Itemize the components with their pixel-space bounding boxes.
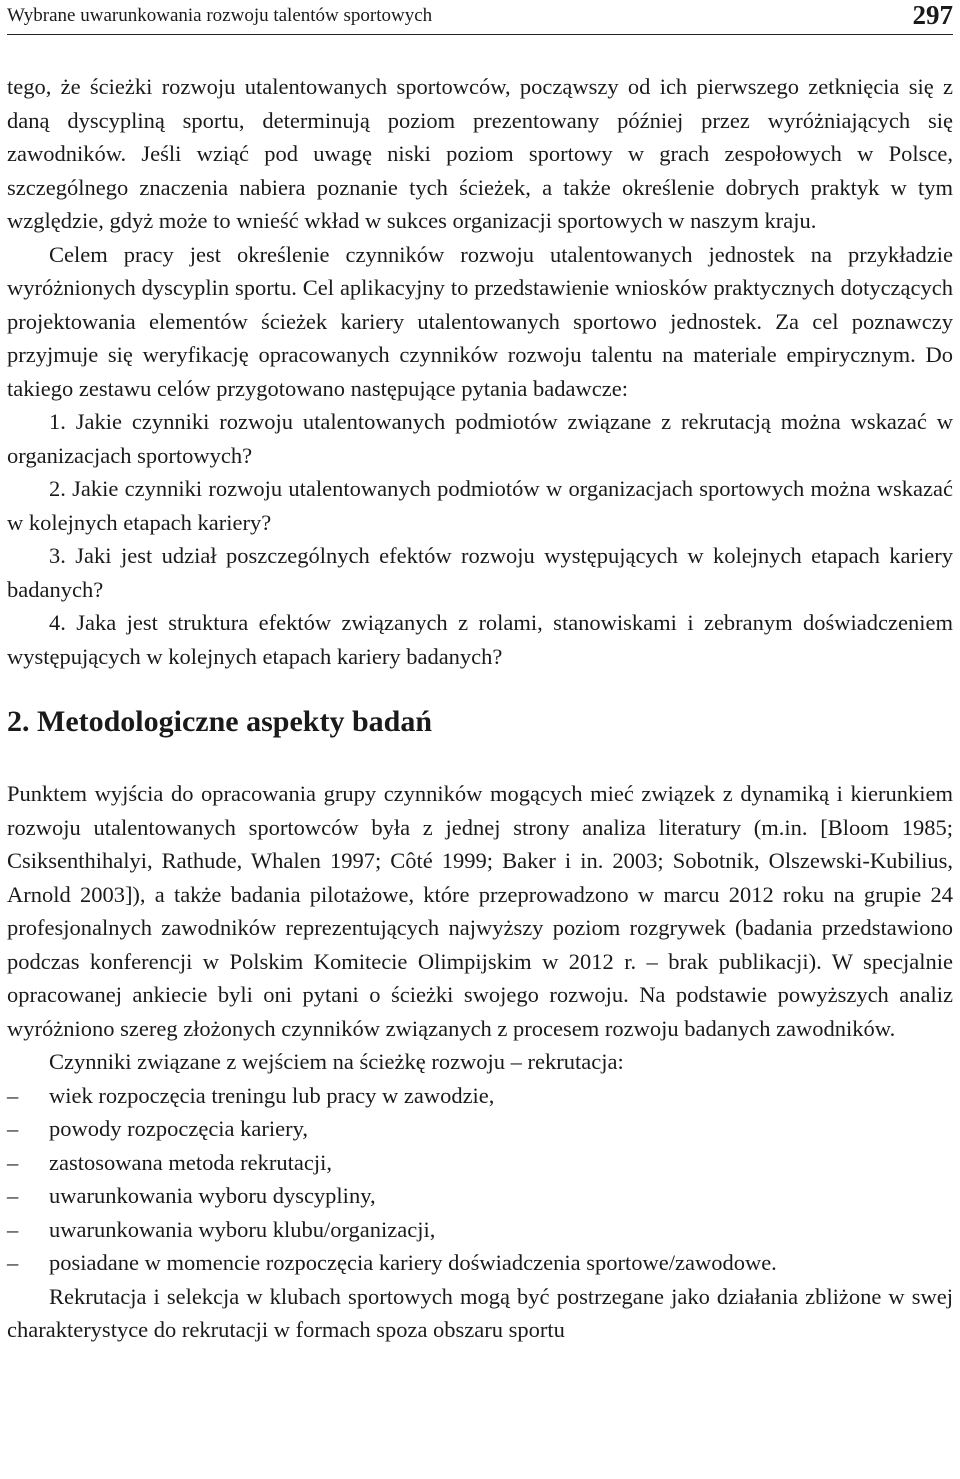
list-item-text: uwarunkowania wyboru dyscypliny,	[49, 1183, 376, 1208]
dash-marker: –	[7, 1149, 19, 1175]
paragraph-intro: tego, że ścieżki rozwoju utalentowanych sportowców, począwszy od ich pierwszego zetknięcia się z daną dyscypliną sportu, determinują poziom prezentowany później przez wyróżniających się zawodników. Jeśli wziąć pod uwagę niski poziom sportowy w grach zespołowych w Polsce, szczególnego znaczenia nabiera poznanie tych ścieżek, a także określenie dobrych praktyk w tym względzie, gdyż może to wnieść wkład w sukces organizacji sportowych w naszym kraju.	[7, 74, 953, 233]
page-number: 297	[912, 0, 953, 30]
list-item	[7, 1213, 953, 1247]
recruitment-factor-list	[7, 1079, 953, 1280]
list-item-text: wiek rozpoczęcia treningu lub pracy w zawodzie,	[49, 1082, 495, 1108]
body-text	[7, 70, 953, 1347]
list-item-text: powody rozpoczęcia kariery,	[49, 1116, 309, 1141]
paragraph-closing: Rekrutacja i selekcja w klubach sportowych mogą być postrzegane jako działania zbliżone w swej charakterystyce do rekrutacji w formach spoza obszaru sportu	[7, 1283, 953, 1342]
running-header	[7, 0, 953, 35]
list-item	[7, 1246, 953, 1280]
research-question: 4. Jaka jest struktura efektów związanych z rolami, stanowiskami i zebranym doświadczeniem występujących w kolejnych etapach kariery badanych?	[7, 610, 953, 669]
list-item	[7, 1146, 953, 1180]
list-item-text: posiadane w momencie rozpoczęcia kariery doświadczenia sportowe/zawodowe.	[49, 1250, 777, 1275]
running-title: Wybrane uwarunkowania rozwoju talentów sportowych	[7, 5, 433, 26]
dash-marker: –	[7, 1216, 19, 1242]
list-item	[7, 1179, 953, 1213]
research-question: 1. Jakie czynniki rozwoju utalentowanych podmiotów związane z rekrutacją można wskazać w organizacjach sportowych?	[7, 409, 953, 468]
research-question: 3. Jaki jest udział poszczególnych efektów rozwoju występujących w kolejnych etapach kariery badanych?	[7, 543, 953, 602]
list-item-text: zastosowana metoda rekrutacji,	[49, 1149, 333, 1175]
list-item	[7, 1079, 953, 1113]
dash-marker: –	[7, 1250, 19, 1275]
section-heading: 2. Metodologiczne aspekty badań	[7, 705, 433, 738]
dash-marker: –	[7, 1082, 19, 1108]
list-item-text: uwarunkowania wyboru klubu/organizacji,	[49, 1216, 436, 1242]
paragraph-aims: Celem pracy jest określenie czynników rozwoju utalentowanych jednostek na przykładzie wyróżnionych dyscyplin sportu. Cel aplikacyjny to przedstawienie wniosków praktycznych dotyczących projektowania elementów ścieżek kariery utalentowanych sportowo jednostek. Za cel poznawczy przyjmuje się weryfikację opracowanych czynników rozwoju talentu na materiale empirycznym. Do takiego zestawu celów przygotowano następujące pytania badawcze:	[7, 241, 953, 401]
document-page	[7, 0, 953, 1347]
dash-marker: –	[7, 1183, 19, 1208]
list-item	[7, 1112, 953, 1146]
recruitment-intro: Czynniki związane z wejściem na ścieżkę rozwoju – rekrutacja:	[49, 1049, 624, 1074]
paragraph-methodology: Punktem wyjścia do opracowania grupy czynników mogących mieć związek z dynamiką i kierunkiem rozwoju utalentowanych sportowców była z jednej strony analiza literatury (m.in. [Bloom 1985; Csiksenthihalyi, Rathude, Whalen 1997; Côté 1999; Baker i in. 2003; Sobotnik, Olszewski-Kubilius, Arnold 2003]), a także badania pilotażowe, które przeprowadzono w marcu 2012 roku na grupie 24 profesjonalnych zawodników reprezentujących najwyższy poziom rozgrywek (badania przedstawiono podczas konferencji w Polskim Komitecie Olimpijskim w 2012 r. – brak publikacji). W specjalnie opracowanej ankiecie byli oni pytani o ścieżki swojego rozwoju. Na podstawie powyższych analiz wyróżniono szereg złożonych czynników związanych z procesem rozwoju badanych zawodników.	[7, 781, 953, 1041]
research-question: 2. Jakie czynniki rozwoju utalentowanych podmiotów w organizacjach sportowych można wskazać w kolejnych etapach kariery?	[7, 476, 953, 535]
dash-marker: –	[7, 1116, 19, 1141]
